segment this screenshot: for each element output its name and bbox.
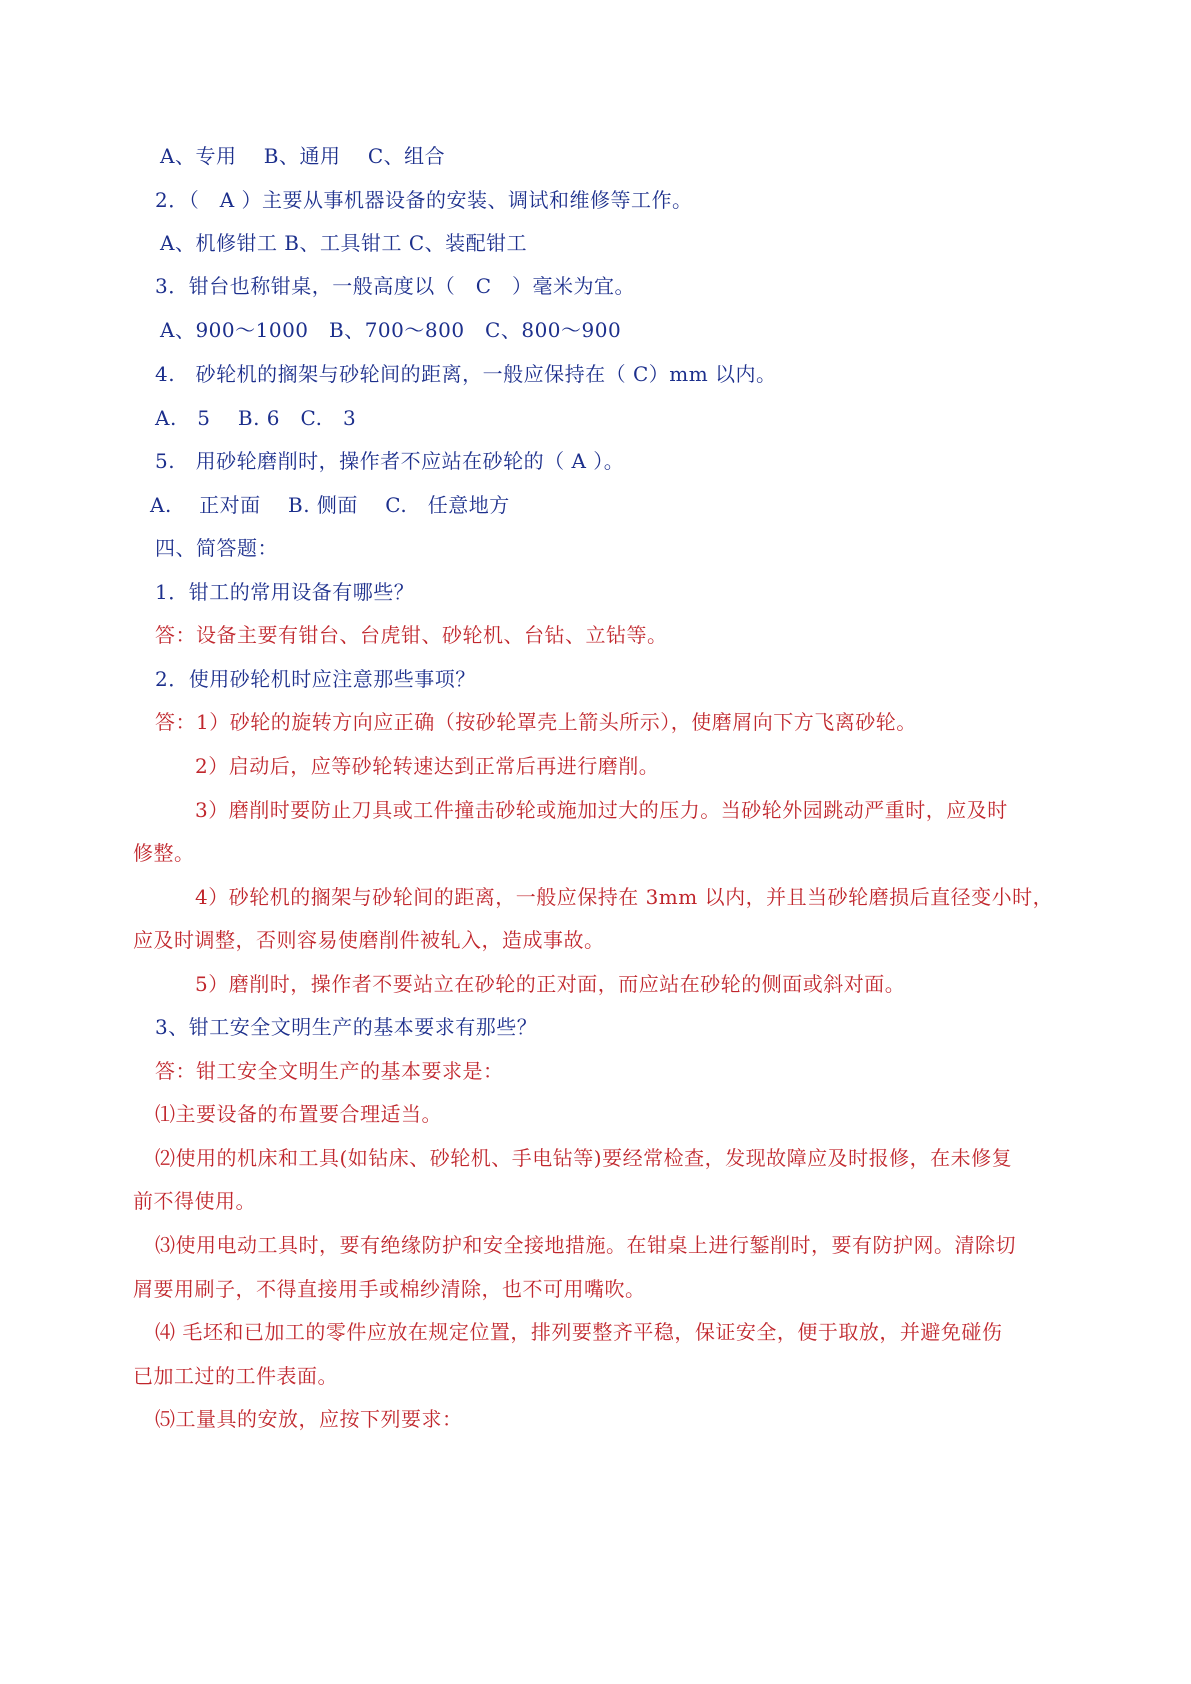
sa3-answer-2: ⑵使用的机床和工具(如钻床、砂轮机、手电钻等)要经常检查，发现故障应及时报修，在未修复: [155, 1146, 1013, 1170]
q2-text: 2．（ A ）主要从事机器设备的安装、调试和维修等工作。: [155, 188, 693, 212]
q3-options: A、900～1000 B、700～800 C、800～900: [160, 318, 622, 342]
q1-options: A、专用 B、通用 C、组合: [160, 144, 446, 168]
sa2-answer-2: 2）启动后，应等砂轮转速达到正常后再进行磨削。: [195, 754, 660, 778]
sa2-answer-1: 答：1）砂轮的旋转方向应正确（按砂轮罩壳上箭头所示），使磨屑向下方飞离砂轮。: [155, 710, 917, 734]
sa3-answer-4: ⑷ 毛坯和已加工的零件应放在规定位置，排列要整齐平稳，保证安全，便于取放，并避免碰伤: [155, 1320, 1003, 1344]
sa3-answer-4-cont: 已加工过的工件表面。: [133, 1364, 338, 1388]
q4-options: A. 5 B. 6 C. 3: [155, 406, 357, 430]
sa3-answer-3-cont: 屑要用刷子，不得直接用手或棉纱清除，也不可用嘴吹。: [133, 1277, 646, 1301]
sa2-answer-3-cont: 修整。: [133, 841, 195, 865]
sa3-answer-2-cont: 前不得使用。: [133, 1189, 256, 1213]
section-heading: 四、简答题：: [155, 536, 278, 560]
sa2-answer-3: 3）磨削时要防止刀具或工件撞击砂轮或施加过大的压力。当砂轮外园跳动严重时，应及时: [195, 798, 1008, 822]
sa2-answer-4-cont: 应及时调整，否则容易使磨削件被轧入，造成事故。: [133, 928, 605, 952]
sa3-question: 3、钳工安全文明生产的基本要求有那些？: [155, 1015, 538, 1039]
q5-text: 5. 用砂轮磨削时，操作者不应站在砂轮的（ A ）。: [155, 449, 625, 473]
sa3-answer-3: ⑶使用电动工具时，要有绝缘防护和安全接地措施。在钳桌上进行錾削时，要有防护网。清除切: [155, 1233, 1016, 1257]
q3-text: 3．钳台也称钳桌，一般高度以（ C ）毫米为宜。: [155, 274, 636, 298]
sa3-answer-1: ⑴主要设备的布置要合理适当。: [155, 1102, 442, 1126]
sa3-answer-intro: 答：钳工安全文明生产的基本要求是：: [155, 1059, 504, 1083]
sa1-answer: 答：设备主要有钳台、台虎钳、砂轮机、台钻、立钻等。: [155, 623, 668, 647]
sa3-answer-5: ⑸工量具的安放，应按下列要求：: [155, 1407, 463, 1431]
sa2-answer-5: 5）磨削时，操作者不要站立在砂轮的正对面，而应站在砂轮的侧面或斜对面。: [195, 972, 906, 996]
q4-text: 4. 砂轮机的搁架与砂轮间的距离，一般应保持在（ C）mm 以内。: [155, 362, 777, 386]
sa1-question: 1．钳工的常用设备有哪些？: [155, 580, 415, 604]
q2-options: A、机修钳工 B、工具钳工 C、装配钳工: [160, 231, 528, 255]
sa2-answer-4: 4）砂轮机的搁架与砂轮间的距离，一般应保持在 3mm 以内，并且当砂轮磨损后直径变小时，: [195, 885, 1054, 909]
sa2-question: 2．使用砂轮机时应注意那些事项？: [155, 667, 476, 691]
q5-options: A. 正对面 B. 侧面 C. 任意地方: [150, 493, 510, 517]
